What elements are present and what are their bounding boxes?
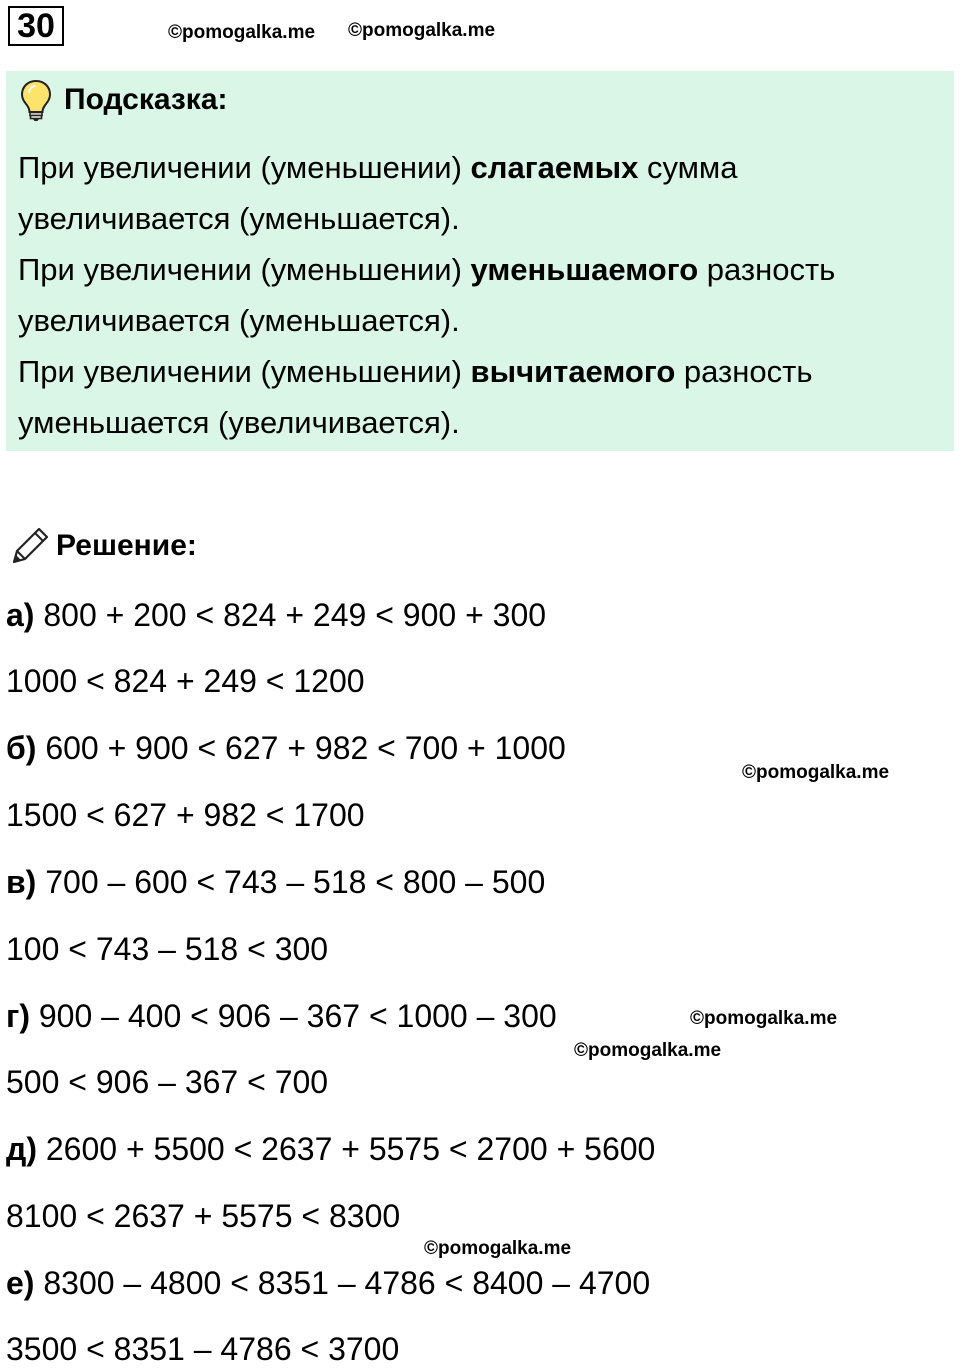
solution-result-c: 100 < 743 – 518 < 300 [6,931,329,967]
solution-title: Решение: [56,529,197,562]
hint-rule-1: При увеличении (уменьшении) слагаемых сумма [18,150,738,185]
solution-result-d: 500 < 906 – 367 < 700 [6,1064,329,1100]
hint-title: Подсказка: [64,83,228,116]
hint-rule-3-cont: уменьшается (увеличивается). [18,405,460,440]
solution-result-a: 1000 < 824 + 249 < 1200 [6,663,365,699]
hint-rule-1-cont: увеличивается (уменьшается). [18,201,460,236]
hint-rule-2: При увеличении (уменьшении) уменьшаемого разность [18,252,836,287]
hint-rule-3: При увеличении (уменьшении) вычитаемого разность [18,354,813,389]
watermark: ©pomogalka.me [168,22,316,43]
watermark: ©pomogalka.me [574,1040,722,1061]
solution-line-f: е) 8300 – 4800 < 8351 – 4786 < 8400 – 4700 [6,1265,651,1301]
solution-result-e: 8100 < 2637 + 5575 < 8300 [6,1198,401,1234]
solution-line-c: в) 700 – 600 < 743 – 518 < 800 – 500 [6,864,546,900]
watermark: ©pomogalka.me [348,20,496,41]
solution-result-f: 3500 < 8351 – 4786 < 3700 [6,1331,400,1367]
solution-line-d: г) 900 – 400 < 906 – 367 < 1000 – 300 [6,998,557,1034]
pencil-icon [8,524,52,568]
hint-rule-2-cont: увеличивается (уменьшается). [18,303,460,338]
task-number: 30 [8,6,64,46]
watermark: ©pomogalka.me [424,1238,572,1259]
watermark: ©pomogalka.me [742,762,890,783]
solution-result-b: 1500 < 627 + 982 < 1700 [6,797,365,833]
solution-line-e: д) 2600 + 5500 < 2637 + 5575 < 2700 + 5600 [6,1131,656,1167]
solution-line-b: б) 600 + 900 < 627 + 982 < 700 + 1000 [6,730,566,766]
solution-line-a: а) 800 + 200 < 824 + 249 < 900 + 300 [6,597,547,633]
watermark: ©pomogalka.me [690,1008,838,1029]
lightbulb-icon [18,78,54,122]
